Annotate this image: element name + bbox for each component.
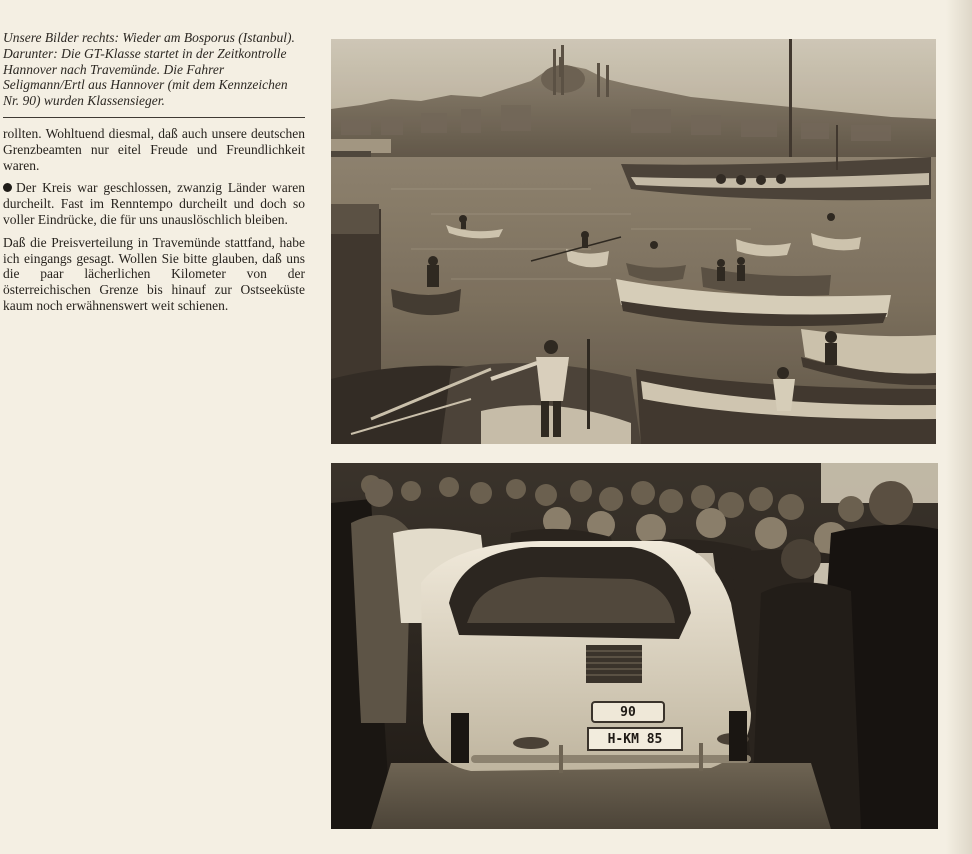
photo-caption: Unsere Bilder rechts: Wieder am Bosporus (Istanbul). Darunter: Die GT-Klasse startet in der Zeitkontrolle Hannover nach Travemünde. Die Fahrer Seligmann/Ertl aus Hannover (mit dem Kennzeichen Nr. 90) wurden Klassensieger. (3, 30, 295, 109)
paragraph-2-text: Der Kreis war geschlossen, zwanzig Länder waren durcheilt. Fast im Renntempo durcheilt und doch so voller Eindrücke, die für uns unauslöschlich bleiben. (3, 180, 305, 227)
start-number-plate (591, 701, 665, 723)
license-plate-text: H-KM 85 (607, 731, 663, 747)
start-number-text: 90 (620, 704, 636, 720)
paragraph-2 (3, 180, 305, 227)
caption-divider (3, 117, 305, 118)
license-plate (587, 727, 683, 751)
paragraph-1 (3, 126, 305, 173)
paragraph-1-text: rollten. Wohltuend diesmal, daß auch unsere deutschen Grenzbeamten nur eitel Freude und Freundlichkeit waren. (3, 125, 305, 173)
page-edge (946, 0, 972, 854)
paragraph-3 (3, 235, 305, 314)
bosporus-harbor-photo (331, 39, 936, 444)
porsche-crowd-photo (331, 463, 938, 829)
bullet-icon (3, 183, 12, 192)
paragraph-3-text: Daß die Preisverteilung in Travemünde stattfand, habe ich eingangs gesagt. Wollen Sie bitte glauben, daß uns die paar lächerlichen Kilometer von der österreichischen Grenze bis hinauf zur Ostseeküste kaum noch erwähnenswert weit schienen. (3, 234, 305, 313)
text-column (3, 30, 305, 321)
